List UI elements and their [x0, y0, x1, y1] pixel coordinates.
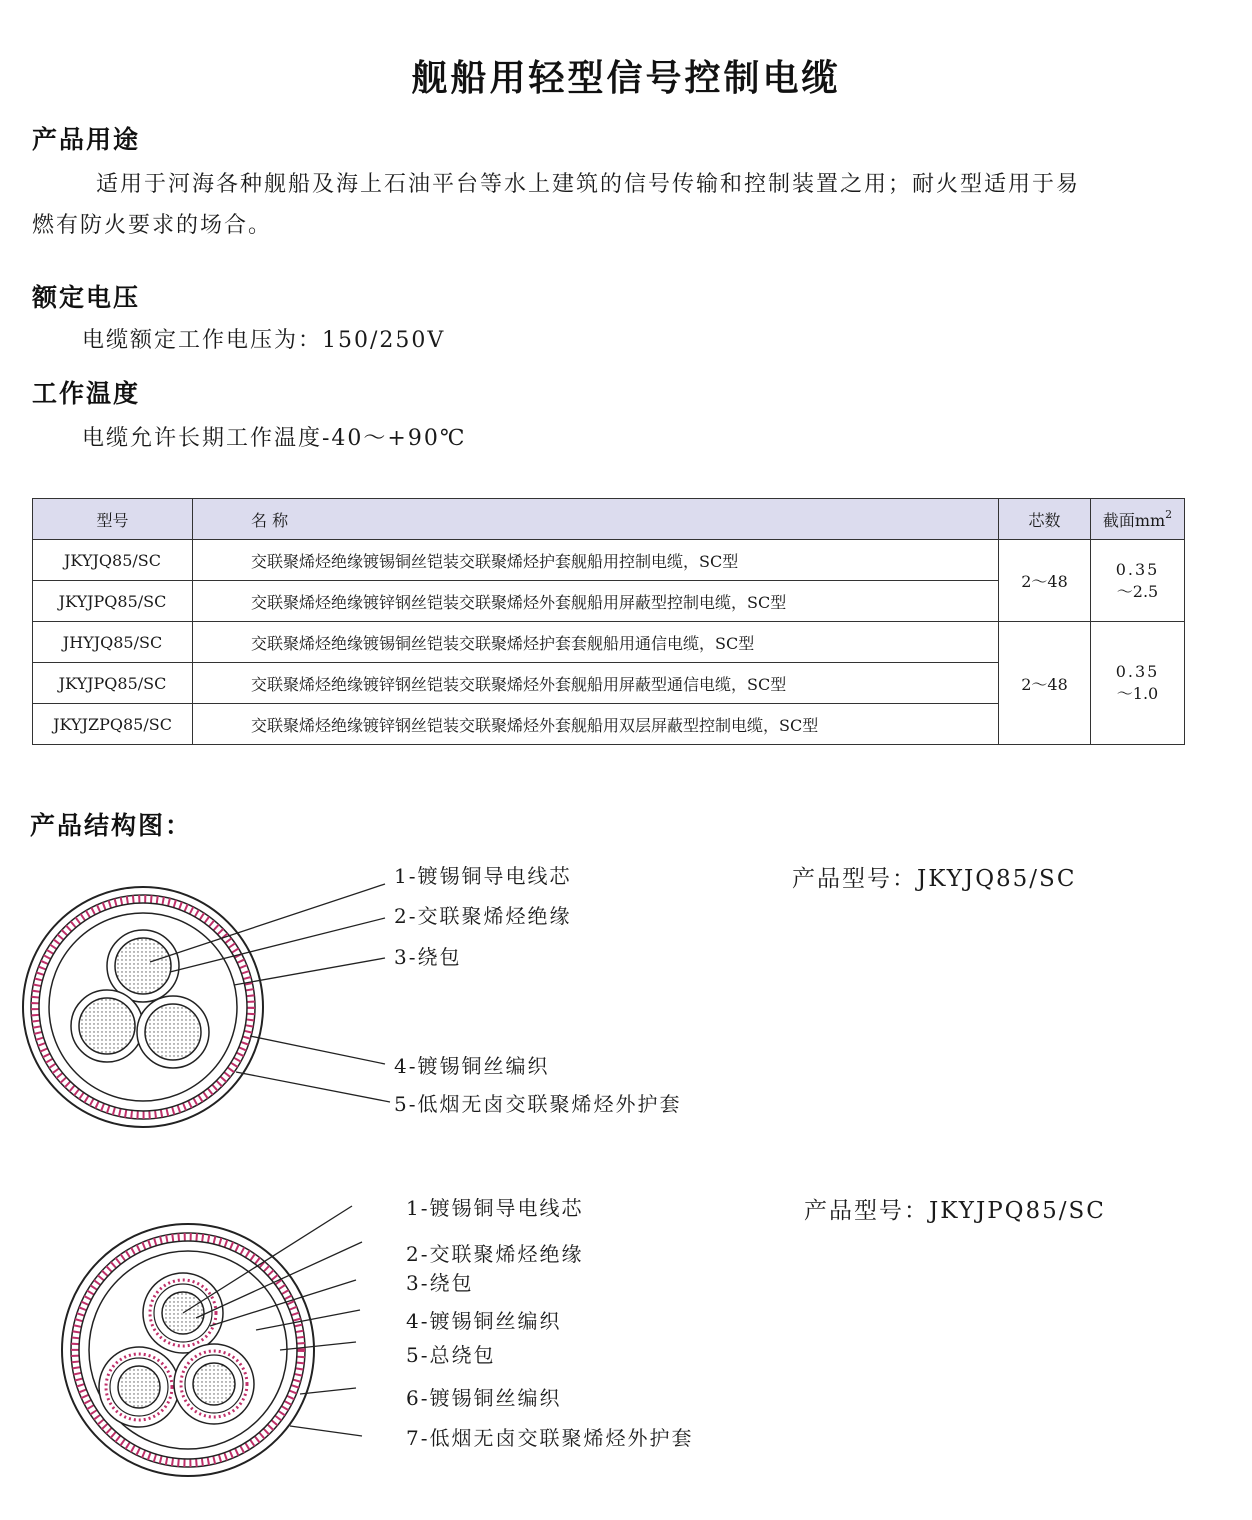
- table-row: [33, 622, 1185, 663]
- cable-cross-section-1: [23, 887, 263, 1127]
- header-section-text: 截面mm: [1102, 510, 1166, 530]
- row2-model: JKYJPQ85/SC: [33, 581, 193, 622]
- group1-section-line2: ～2.5: [1116, 581, 1159, 601]
- temperature-text: 电缆允许长期工作温度-40～+90℃: [82, 426, 467, 451]
- voltage-text: 电缆额定工作电压为：150/250V: [82, 328, 446, 353]
- diagram1-label-2: 2-交联聚烯烃绝缘: [394, 904, 572, 928]
- header-cores: 芯数: [999, 499, 1091, 540]
- diagram2-label-2: 2-交联聚烯烃绝缘: [406, 1242, 584, 1266]
- group2-section-line2: ～1.0: [1116, 684, 1159, 703]
- diagram1-label-5: 5-低烟无卤交联聚烯烃外护套: [394, 1092, 682, 1116]
- core-3: [174, 1344, 254, 1424]
- group1-section-line1: 0.35: [1115, 559, 1160, 579]
- group2-section-line1: 0.35: [1115, 662, 1160, 681]
- row3-name: 交联聚烯烃绝缘镀锡铜丝铠装交联聚烯烃护套套舰船用通信电缆，SC型: [193, 622, 999, 663]
- diagram1-label-3: 3-绕包: [394, 945, 462, 969]
- table-header-row: [33, 499, 1185, 540]
- cable-diagram-2: [0, 1180, 720, 1500]
- core-3: [137, 996, 209, 1068]
- diagram2-label-6: 6-镀锡铜丝编织: [406, 1386, 562, 1410]
- cable-cross-section-2: [62, 1224, 314, 1476]
- row5-name: 交联聚烯烃绝缘镀锌钢丝铠装交联聚烯烃外套舰船用双层屏蔽型控制电缆，SC型: [193, 704, 999, 745]
- leader-lines-1: [150, 884, 390, 1102]
- diagram1-label-1: 1-镀锡铜导电线芯: [394, 864, 572, 888]
- diagram2-label-3: 3-绕包: [406, 1271, 474, 1295]
- group2-section: [1091, 622, 1185, 745]
- usage-line2: 燃有防火要求的场合。: [32, 213, 273, 238]
- spec-table: [32, 498, 1185, 745]
- diagram1-label-4: 4-镀锡铜丝编织: [394, 1054, 550, 1078]
- diagram2-model-label: 产品型号：JKYJPQ85/SC: [804, 1198, 1106, 1224]
- header-model: 型号: [33, 499, 193, 540]
- row4-model: JKYJPQ85/SC: [33, 663, 193, 704]
- core-2: [71, 990, 143, 1062]
- voltage-heading: 额定电压: [32, 283, 141, 312]
- diagram2-label-1: 1-镀锡铜导电线芯: [406, 1196, 584, 1220]
- diagram2-label-5: 5-总绕包: [406, 1343, 496, 1367]
- row1-model: JKYJQ85/SC: [33, 540, 193, 581]
- header-section: [1091, 499, 1185, 540]
- group2-cores: 2～48: [999, 622, 1091, 745]
- usage-heading: 产品用途: [32, 125, 141, 154]
- structure-heading: 产品结构图：: [30, 811, 193, 840]
- temperature-heading: 工作温度: [32, 379, 141, 408]
- row3-model: JHYJQ85/SC: [33, 622, 193, 663]
- header-section-sup: 2: [1165, 507, 1173, 521]
- page-title: 舰船用轻型信号控制电缆: [411, 58, 841, 99]
- row4-name: 交联聚烯烃绝缘镀锌钢丝铠装交联聚烯烃外套舰船用屏蔽型通信电缆，SC型: [193, 663, 999, 704]
- row5-model: JKYJZPQ85/SC: [33, 704, 193, 745]
- table-row: [33, 540, 1185, 581]
- row2-name: 交联聚烯烃绝缘镀锌钢丝铠装交联聚烯烃外套舰船用屏蔽型控制电缆，SC型: [193, 581, 999, 622]
- diagram1-model-label: 产品型号：JKYJQ85/SC: [792, 866, 1077, 892]
- diagram2-label-4: 4-镀锡铜丝编织: [406, 1309, 562, 1333]
- row1-name: 交联聚烯烃绝缘镀锡铜丝铠装交联聚烯烃护套舰船用控制电缆，SC型: [193, 540, 999, 581]
- diagram2-label-7: 7-低烟无卤交联聚烯烃外护套: [406, 1426, 694, 1450]
- group1-cores: 2～48: [999, 540, 1091, 622]
- usage-line1: 适用于河海各种舰船及海上石油平台等水上建筑的信号传输和控制装置之用；耐火型适用于易: [96, 172, 1081, 197]
- header-name: 名 称: [193, 499, 999, 540]
- core-2: [99, 1347, 179, 1427]
- group1-section: [1091, 540, 1185, 622]
